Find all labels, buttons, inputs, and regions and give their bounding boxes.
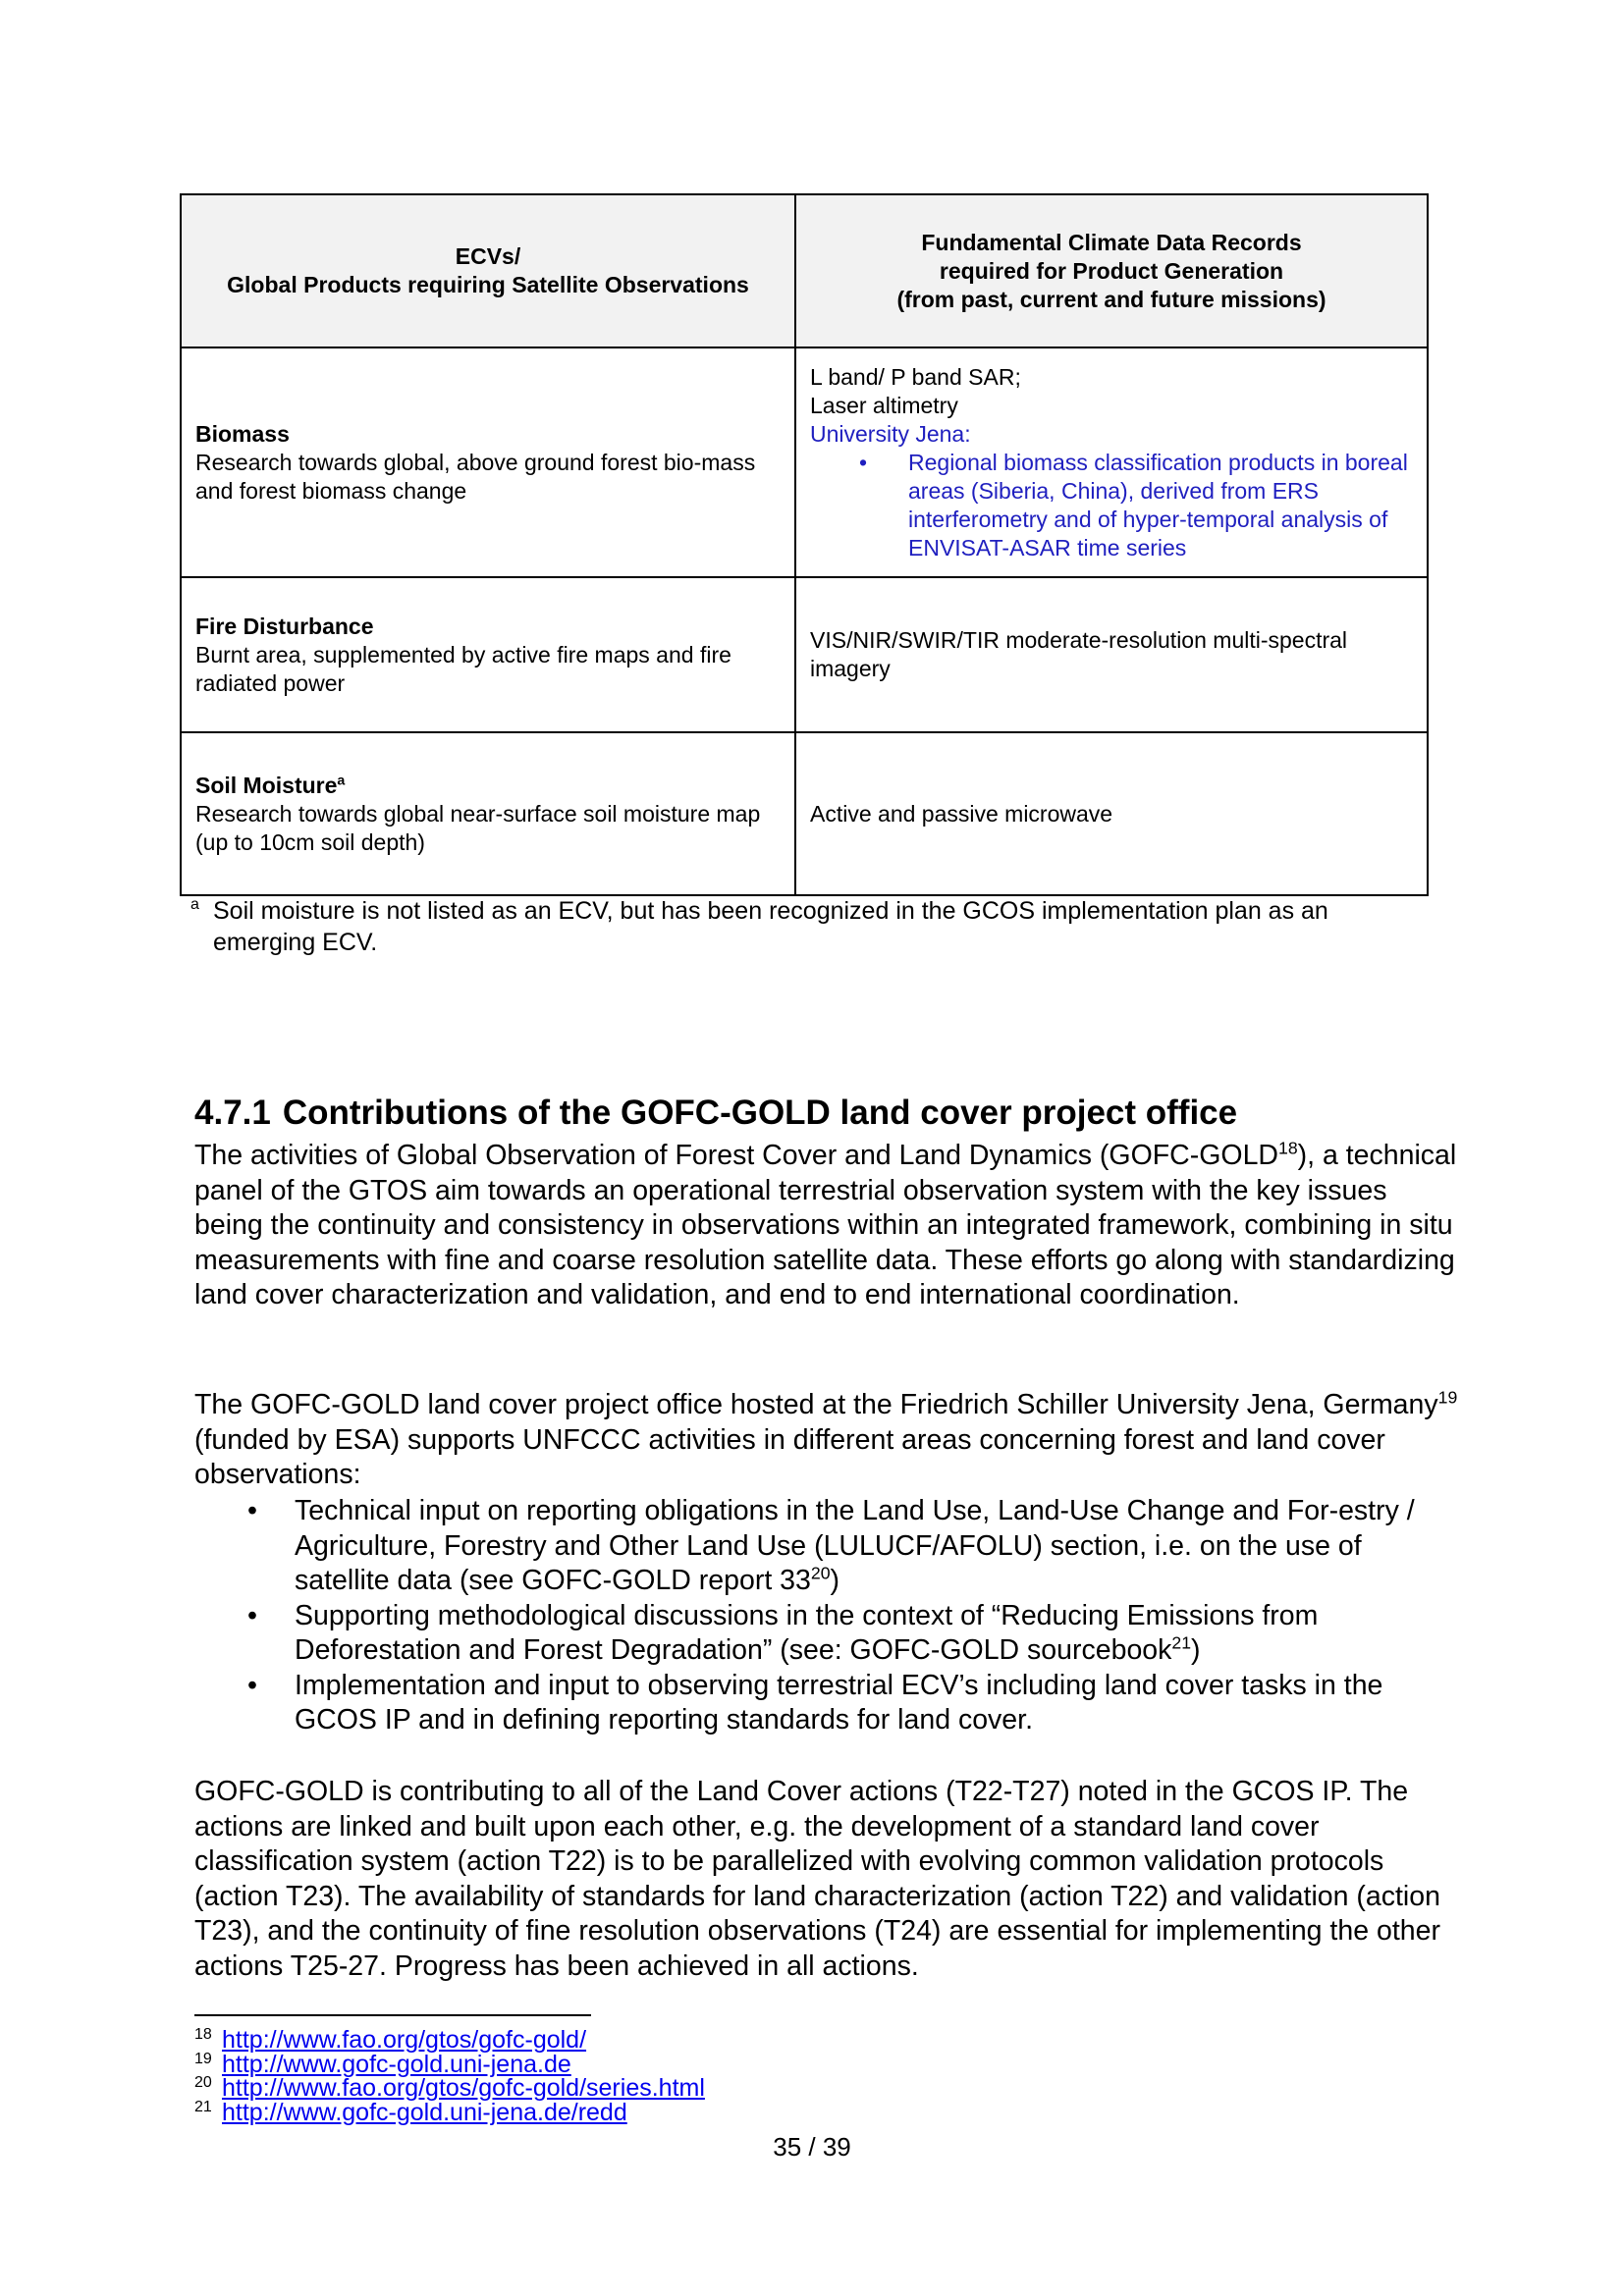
footnote — [194, 2028, 1078, 2053]
footnote-ref: 20 — [810, 1563, 831, 1583]
footnote-ref: 21 — [1171, 1632, 1192, 1653]
footnote-link[interactable]: http://www.gofc-gold.uni-jena.de — [222, 2050, 571, 2078]
paragraph — [194, 1139, 1461, 1313]
section-number: 4.7.1 — [194, 1094, 271, 1132]
paragraph — [194, 1388, 1461, 1493]
footnote-number: 19 — [194, 2050, 212, 2067]
header-ecvs-line1: ECVs/ — [455, 243, 521, 269]
table-footnote-mark: a — [190, 896, 199, 913]
ecv-cell — [181, 732, 795, 895]
list-item — [194, 1669, 1461, 1738]
header-fcdr — [795, 194, 1428, 347]
list-item-text: ) — [830, 1565, 840, 1596]
paragraph — [194, 1775, 1461, 1984]
records-cell — [795, 347, 1428, 577]
footnote-link[interactable]: http://www.fao.org/gtos/gofc-gold/series.html — [222, 2074, 705, 2102]
paragraph-text: The activities of Global Observation of Forest Cover and Land Dynamics (GOFC-GOLD — [194, 1140, 1278, 1171]
records-bullet-list — [810, 449, 1413, 562]
ecv-table — [180, 193, 1429, 896]
list-item-text: Technical input on reporting obligations in the Land Use, Land-Use Change and For-estry / Agriculture, Forestry and Other Land Use (LULUCF/AFOLU) section, i.e. on the use of satellite data (see GOFC-GOLD report 33 — [295, 1495, 1415, 1596]
footnote-separator — [194, 2014, 591, 2016]
records-line: L band/ P band SAR; — [810, 363, 1021, 390]
ecv-cell — [181, 577, 795, 732]
paragraph-text: GOFC-GOLD is contributing to all of the Land Cover actions (T22-T27) noted in the GCOS IP. The actions are linked and built upon each other, e.g. the development of a standard land cover classification system (action T22) is to be parallelized with evolving common validation protocols (action T23). The availability of standards for land characterization (action T22) and validation (action T23), and the continuity of fine resolution observations (T24) are essential for implementing the other actions T25-27. Progress has been achieved in all actions. — [194, 1776, 1440, 1982]
header-ecvs-line2: Global Products requiring Satellite Observations — [227, 272, 749, 297]
paragraph-text: ), a technical panel of the GTOS aim towards an operational terrestrial observation system with the key issues being the continuity and consistency in observations within an integrated framework, combining in situ measurements with fine and coarse resolution satellite data. These efforts go along with standardizing land cover characterization and validation, and end to end international coordination. — [194, 1140, 1457, 1310]
list-item — [194, 1599, 1461, 1669]
records-org: University Jena: — [810, 420, 971, 447]
records-bullet: • Regional biomass classification products in boreal areas (Siberia, China), derived from ERS interferometry and of hyper-temporal analysis of ENVISAT-ASAR time series — [908, 449, 1413, 562]
ecv-title: Biomass — [195, 420, 290, 447]
ecv-description: Research towards global, above ground forest bio-mass and forest biomass change — [195, 449, 756, 504]
section-heading — [194, 1092, 1237, 1135]
footnote — [194, 2098, 1078, 2126]
list-item-text: Supporting methodological discussions in the context of “Reducing Emissions from Deforestation and Forest Degradation” (see: GOFC-GOLD sourcebook — [295, 1599, 1319, 1666]
footnote-marker: a — [337, 772, 346, 788]
ecv-description: Burnt area, supplemented by active fire maps and fire radiated power — [195, 641, 731, 696]
footnote — [194, 2050, 1078, 2078]
header-fcdr-line3: (from past, current and future missions) — [896, 286, 1326, 312]
records-line: Laser altimetry — [810, 392, 958, 418]
footnotes — [194, 2028, 1078, 2124]
records-cell — [795, 577, 1428, 732]
header-ecvs — [181, 194, 795, 347]
table-header-row — [181, 194, 1428, 347]
footnote-number: 18 — [194, 2026, 212, 2043]
footnote-link[interactable]: http://www.gofc-gold.uni-jena.de/redd — [222, 2098, 627, 2126]
table-row — [181, 732, 1428, 895]
footnote-number: 20 — [194, 2074, 212, 2091]
footnote — [194, 2076, 1078, 2101]
footnote-number: 21 — [194, 2098, 212, 2115]
ecv-description: Research towards global near-surface soil moisture map (up to 10cm soil depth) — [195, 800, 761, 855]
paragraph-text: The GOFC-GOLD land cover project office hosted at the Friedrich Schiller University Jena, Germany — [194, 1389, 1438, 1420]
table-row — [181, 577, 1428, 732]
footnote-ref: 19 — [1437, 1387, 1458, 1408]
ecv-title-text: Soil Moisture — [195, 772, 338, 798]
bullet-list — [194, 1494, 1461, 1738]
records-line: VIS/NIR/SWIR/TIR moderate-resolution multi-spectral imagery — [810, 627, 1348, 681]
table-footnote — [192, 895, 1432, 958]
list-item — [194, 1494, 1461, 1599]
list-item-text: Implementation and input to observing terrestrial ECV’s including land cover tasks in the GCOS IP and in defining reporting standards for land cover. — [295, 1669, 1383, 1735]
header-fcdr-line1: Fundamental Climate Data Records — [921, 229, 1302, 255]
paragraph-text: (funded by ESA) supports UNFCCC activities in different areas concerning forest and land cover observations: — [194, 1423, 1385, 1490]
table-row — [181, 347, 1428, 577]
footnote-link[interactable]: http://www.fao.org/gtos/gofc-gold/ — [222, 2026, 587, 2054]
section-title: Contributions of the GOFC-GOLD land cover project office — [282, 1094, 1238, 1132]
ecv-cell — [181, 347, 795, 577]
footnote-ref: 18 — [1278, 1138, 1298, 1158]
records-cell — [795, 732, 1428, 895]
records-line: Active and passive microwave — [810, 800, 1113, 827]
ecv-title: Fire Disturbance — [195, 613, 374, 639]
table-footnote-text: Soil moisture is not listed as an ECV, but has been recognized in the GCOS implementation plan as an emerging ECV. — [213, 897, 1328, 956]
page-number: 35 / 39 — [773, 2132, 851, 2162]
header-fcdr-line2: required for Product Generation — [939, 257, 1284, 284]
list-item-text: ) — [1191, 1634, 1201, 1666]
ecv-title — [195, 772, 781, 800]
